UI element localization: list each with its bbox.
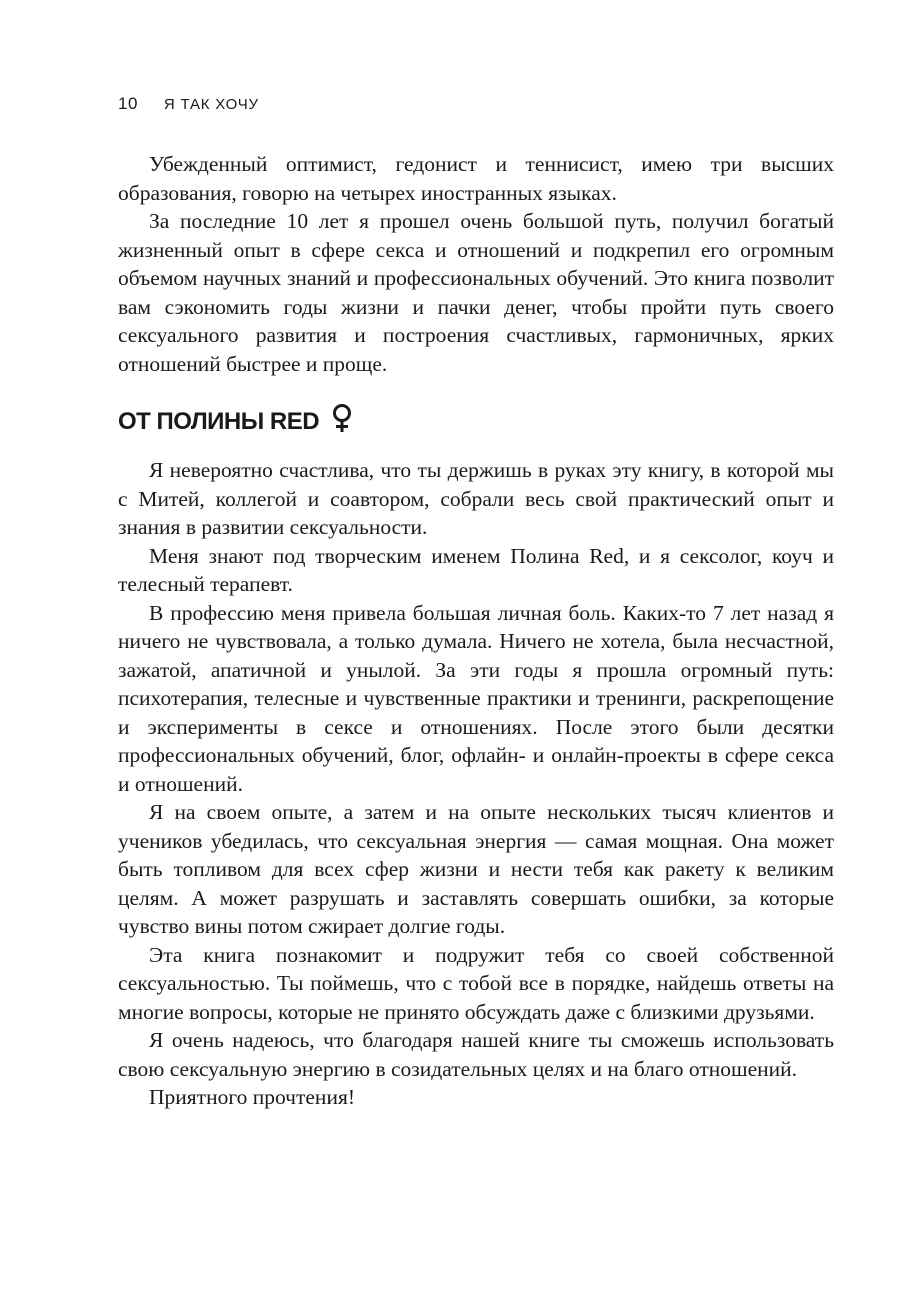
running-header — [118, 94, 259, 114]
paragraph: За последние 10 лет я прошел очень большой путь, получил богатый жизненный опыт в сфере секса и отношений и подкрепил его огромным объемом научных знаний и профессиональных обучений. Это книга позволит вам сэкономить годы жизни и пачки денег, чтобы пройти путь своего сексуального развития и построения счастливых, гармоничных, ярких отношений быстрее и проще. — [118, 209, 834, 376]
paragraph: В профессию меня привела большая личная боль. Каких-то 7 лет назад я ничего не чувствовала, а только думала. Ничего не хотела, была несчастной, зажатой, апатичной и унылой. За эти годы я прошла огромный путь: психотерапия, телесные и чувственные практики и тренинги, раскрепощение и эксперименты в сексе и отношениях. После этого были десятки профессиональных обучений, блог, офлайн- и онлайн-проекты в сфере секса и отношений. — [118, 600, 834, 796]
paragraph: Эта книга познакомит и подружит тебя со своей собственной сексуальностью. Ты поймешь, что с тобой все в порядке, найдешь ответы на многие вопросы, которые не принято обсуждать даже с близкими друзьями. — [118, 942, 834, 1024]
section-text — [118, 456, 834, 1112]
section-title: ОТ ПОЛИНЫ RED — [118, 407, 320, 435]
paragraph: Меня знают под творческим именем Полина Red, и я сексолог, коуч и телесный терапевт. — [118, 543, 834, 596]
paragraph: Я невероятно счастлива, что ты держишь в руках эту книгу, в которой мы с Митей, коллегой и соавтором, собрали весь свой практический опыт и знания в развитии сексуальности. — [118, 458, 834, 539]
paragraph: Приятного прочтения! — [149, 1085, 355, 1109]
paragraph: Убежденный оптимист, гедонист и теннисист, имею три высших образования, говорю на четырех иностранных языках. — [118, 152, 834, 205]
running-title: Я ТАК ХОЧУ — [163, 96, 259, 113]
paragraph: Я на своем опыте, а затем и на опыте нескольких тысяч клиентов и учеников убедилась, что сексуальная энергия — самая мощная. Она может быть топливом для всех сфер жизни и нести тебя как ракету к великим целям. А может разрушать и заставлять совершать ошибки, за которые чувство вины потом сжирает долгие годы. — [118, 800, 834, 938]
page-number: 10 — [118, 94, 138, 113]
venus-icon — [331, 403, 353, 440]
paragraph: Я очень надеюсь, что благодаря нашей книге ты сможешь использовать свою сексуальную энергию в созидательных целях и на благо отношений. — [118, 1028, 834, 1081]
intro-text — [118, 150, 834, 378]
section-heading — [118, 403, 353, 440]
